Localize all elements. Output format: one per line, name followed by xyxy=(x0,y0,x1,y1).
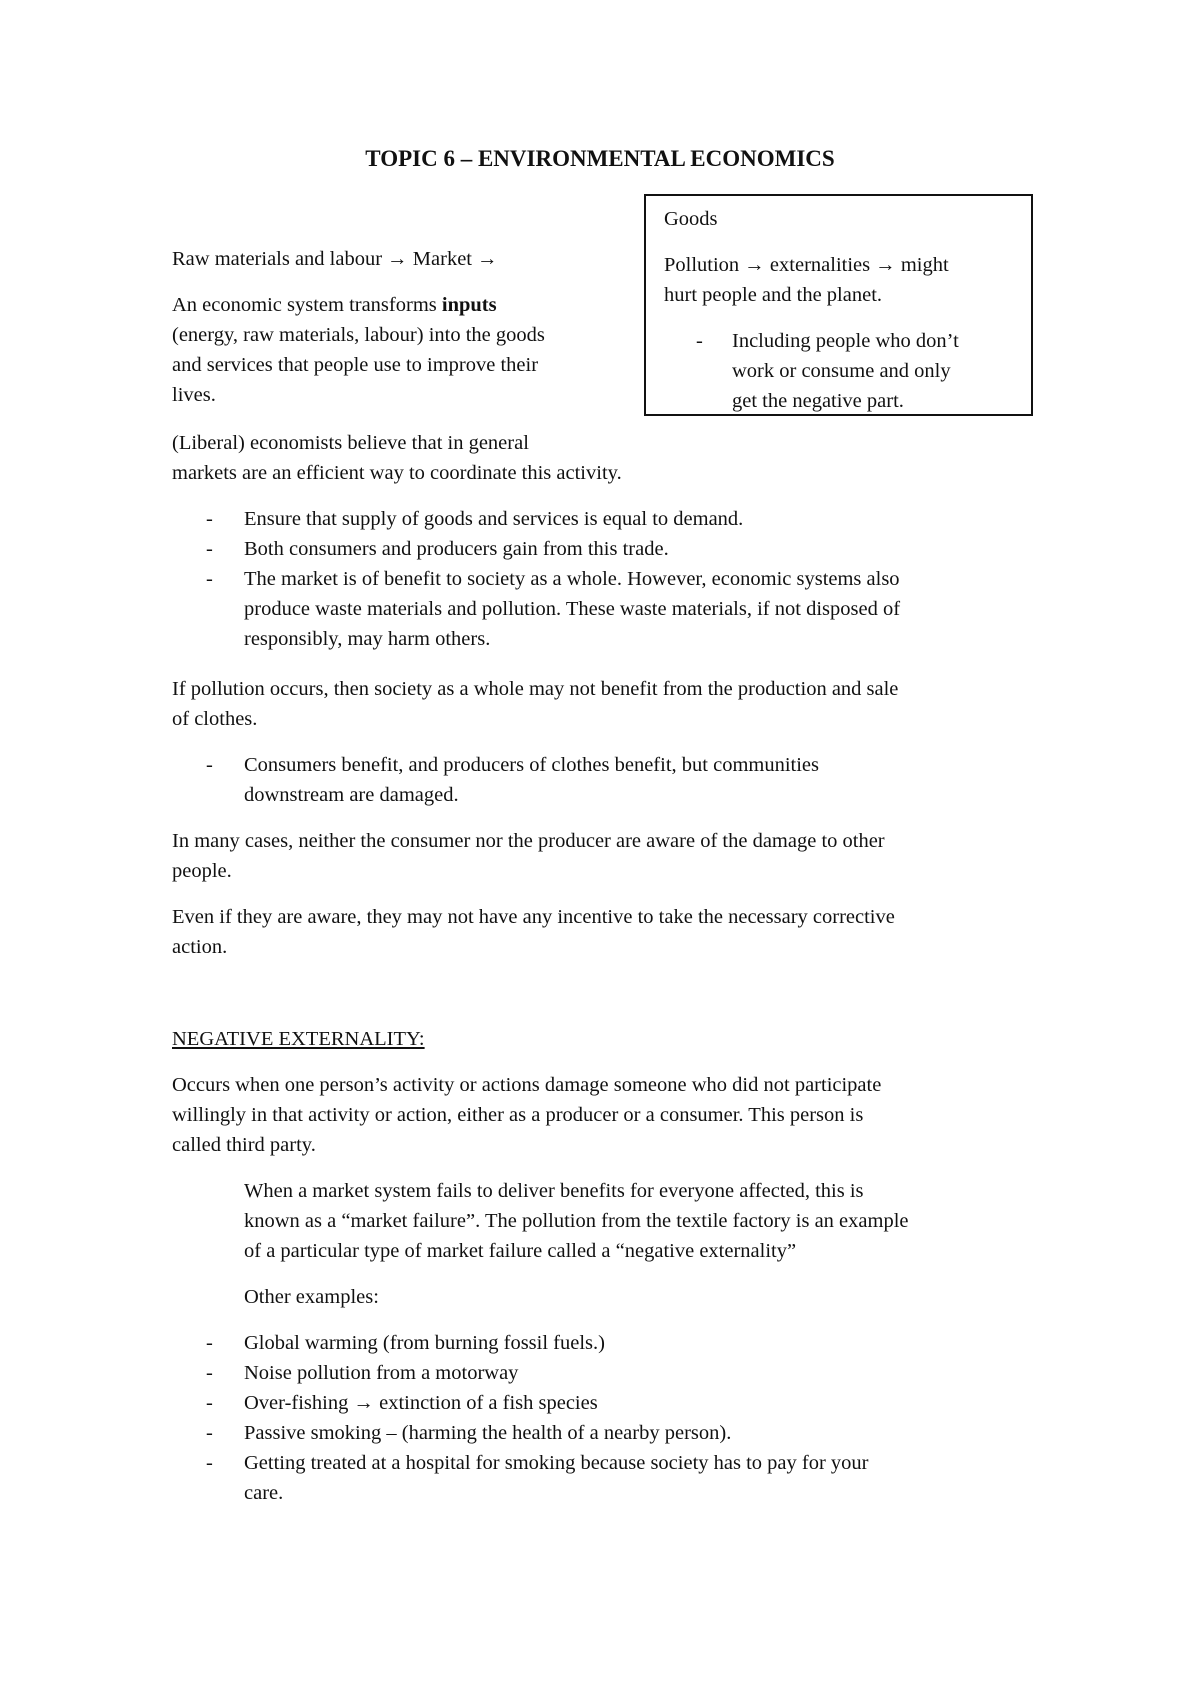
market-failure-line-1: When a market system fails to deliver benefits for everyone affected, this is xyxy=(244,1180,864,1202)
list-item-text: Both consumers and producers gain from this trade. xyxy=(244,538,669,560)
market-failure-line-3: of a particular type of market failure called a “negative externality” xyxy=(244,1240,797,1262)
list-dash: - xyxy=(206,1422,213,1444)
many-cases-line-1: In many cases, neither the consumer nor the producer are aware of the damage to other xyxy=(172,830,885,852)
box-bullet-line-1: Including people who don’t xyxy=(732,330,959,352)
list-item-text: Noise pollution from a motorway xyxy=(244,1362,519,1384)
other-examples-label: Other examples: xyxy=(244,1286,379,1308)
many-cases-line-2: people. xyxy=(172,860,232,882)
liberal-paragraph xyxy=(172,428,1032,488)
even-if-paragraph xyxy=(172,902,1032,962)
intro-line-4: lives. xyxy=(172,384,216,406)
intro-line-1: An economic system transforms xyxy=(172,294,442,316)
market-failure-line-2: known as a “market failure”. The pollution from the textile factory is an example xyxy=(244,1210,909,1232)
liberal-line-2: markets are an efficient way to coordinate this activity. xyxy=(172,462,622,484)
flow-line: Raw materials and labour → Market → xyxy=(172,248,498,270)
list-item-text: Over-fishing → extinction of a fish species xyxy=(244,1392,598,1414)
occurs-line-1: Occurs when one person’s activity or actions damage someone who did not participate xyxy=(172,1074,882,1096)
box-bullet-line-2: work or consume and only xyxy=(732,360,951,382)
occurs-line-2: willingly in that activity or action, either as a producer or a consumer. This person is xyxy=(172,1104,864,1126)
box-bullet-dash: - xyxy=(696,330,703,352)
pollution-line-1: If pollution occurs, then society as a whole may not benefit from the production and sale xyxy=(172,678,899,700)
list-item-text: Consumers benefit, and producers of clothes benefit, but communities xyxy=(244,754,820,776)
list-item-text: downstream are damaged. xyxy=(244,784,459,806)
section-heading: NEGATIVE EXTERNALITY: xyxy=(172,1028,425,1050)
list-dash: - xyxy=(206,538,213,560)
pollution-paragraph xyxy=(172,674,1032,734)
negative-externality-heading xyxy=(172,1024,1032,1054)
consumers-list xyxy=(172,750,1032,810)
list-item-text: produce waste materials and pollution. These waste materials, if not disposed of xyxy=(244,598,901,620)
list-item-text: Getting treated at a hospital for smoking because society has to pay for your xyxy=(244,1452,869,1474)
list-item-text: Passive smoking – (harming the health of a nearby person). xyxy=(244,1422,732,1444)
box-line-1: Pollution → externalities → might xyxy=(664,254,949,276)
pollution-line-2: of clothes. xyxy=(172,708,258,730)
list-dash: - xyxy=(206,1362,213,1384)
list-dash: - xyxy=(206,508,213,530)
intro-line-2: (energy, raw materials, labour) into the goods xyxy=(172,324,545,346)
inputs-term: inputs xyxy=(441,294,497,316)
list-item-text: The market is of benefit to society as a whole. However, economic systems also xyxy=(244,568,900,590)
occurs-line-3: called third party. xyxy=(172,1134,316,1156)
box-heading: Goods xyxy=(664,208,718,230)
list-dash: - xyxy=(206,1452,213,1474)
list-dash: - xyxy=(206,568,213,590)
list-dash: - xyxy=(206,754,213,776)
box-bullet-line-3: get the negative part. xyxy=(732,390,904,412)
intro-paragraph xyxy=(172,290,612,410)
intro-line-3: and services that people use to improve their xyxy=(172,354,539,376)
list-item-text: responsibly, may harm others. xyxy=(244,628,491,650)
liberal-line-1: (Liberal) economists believe that in general xyxy=(172,432,529,454)
list-item-text: Ensure that supply of goods and services is equal to demand. xyxy=(244,508,744,530)
many-cases-paragraph xyxy=(172,826,1032,886)
market-failure-paragraph xyxy=(244,1176,1044,1266)
goods-note-box xyxy=(644,194,1033,416)
even-if-line-2: action. xyxy=(172,936,228,958)
even-if-line-1: Even if they are aware, they may not have any incentive to take the necessary corrective xyxy=(172,906,895,928)
occurs-paragraph xyxy=(172,1070,1032,1160)
list-dash: - xyxy=(206,1332,213,1354)
examples-list xyxy=(172,1328,1032,1508)
market-points-list xyxy=(172,504,1032,654)
box-line-2: hurt people and the planet. xyxy=(664,284,883,306)
list-item-text: Global warming (from burning fossil fuels.) xyxy=(244,1332,605,1354)
list-item-text: care. xyxy=(244,1482,284,1504)
page-title: TOPIC 6 – ENVIRONMENTAL ECONOMICS xyxy=(365,146,835,171)
list-dash: - xyxy=(206,1392,213,1414)
